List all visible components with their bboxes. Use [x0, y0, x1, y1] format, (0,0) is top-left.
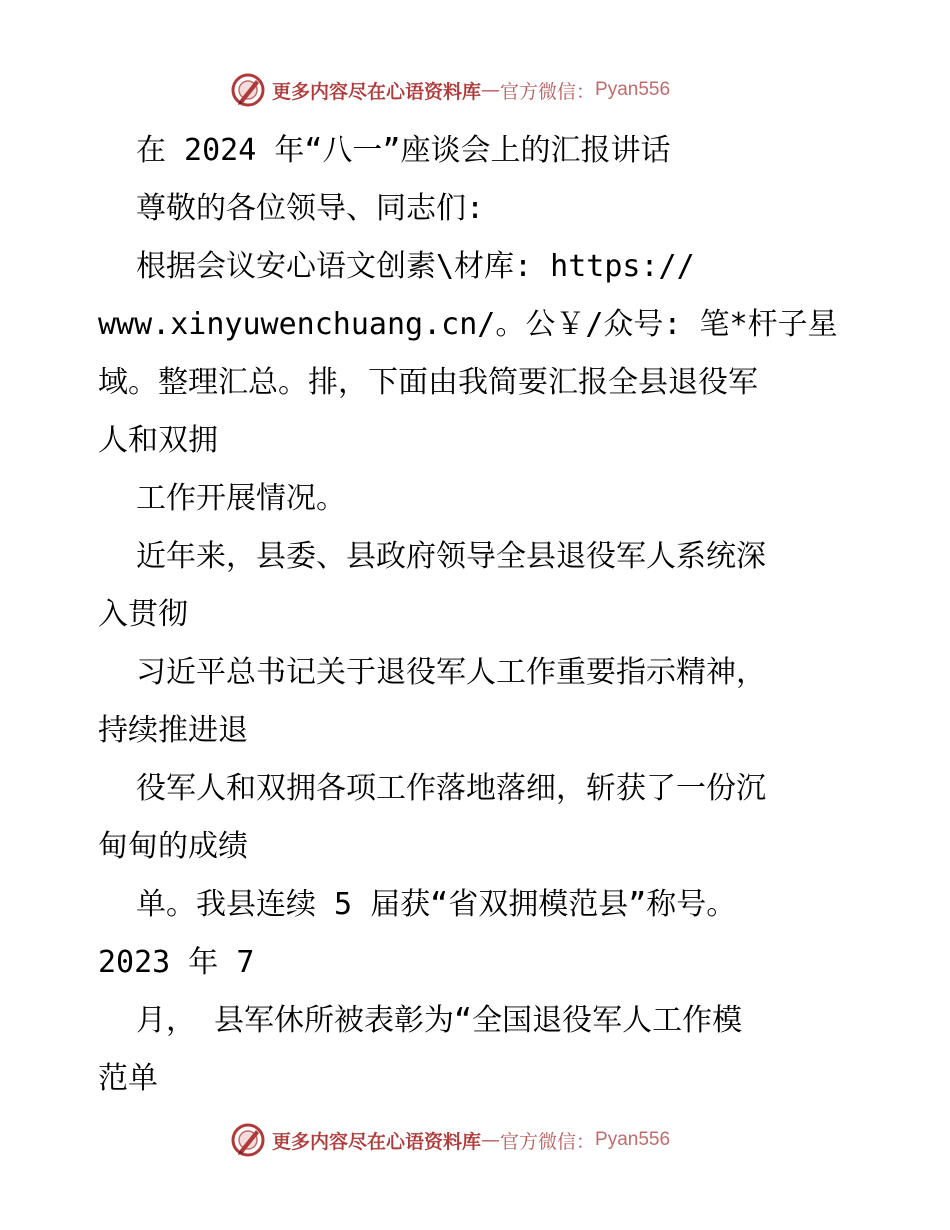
text-line: 工作开展情况。 [136, 481, 346, 516]
watermark-wechat-id: Pyan556 [595, 79, 671, 100]
text-line: 甸甸的成绩 [98, 829, 248, 864]
pen-logo-icon [230, 1122, 266, 1158]
document-title: 在 2024 年“八一”座谈会上的汇报讲话 [136, 133, 671, 168]
text-line: 2023 年 7 [98, 945, 255, 980]
watermark-main-text: 更多内容尽在心语资料库 [272, 80, 482, 103]
salutation: 尊敬的各位领导、同志们: [136, 191, 485, 226]
text-line: 习近平总书记关于退役军人工作重要指示精神， [136, 655, 766, 690]
text-line: 持续推进退 [98, 713, 248, 748]
watermark-footer [230, 1120, 750, 1160]
text-line: 根据会议安心语文创素\材库: https:// [136, 249, 695, 284]
text-line: 入贯彻 [98, 597, 188, 632]
pen-logo-icon [230, 72, 266, 108]
document-body [98, 122, 858, 1108]
watermark-sub-text: 官方微信： [500, 80, 596, 103]
watermark-separator: — [481, 79, 501, 101]
watermark-separator: — [481, 1129, 501, 1151]
text-line: www.xinyuwenchuang.cn/。公￥/众号: 笔*杆子星 [98, 307, 838, 342]
watermark-wechat-id: Pyan556 [595, 1129, 671, 1150]
text-line: 单。我县连续 5 届获“省双拥模范县”称号。 [136, 887, 737, 922]
text-line: 范单 [98, 1061, 158, 1096]
text-line: 人和双拥 [98, 423, 218, 458]
text-line: 月， 县军休所被表彰为“全国退役军人工作模 [136, 1003, 743, 1038]
text-line: 役军人和双拥各项工作落地落细，斩获了一份沉 [136, 771, 766, 806]
text-line: 近年来，县委、县政府领导全县退役军人系统深 [136, 539, 766, 574]
text-line: 域。整理汇总。排，下面由我简要汇报全县退役军 [98, 365, 758, 400]
watermark-sub-text: 官方微信： [500, 1130, 596, 1153]
watermark-main-text: 更多内容尽在心语资料库 [272, 1130, 482, 1153]
watermark-header [230, 70, 750, 110]
